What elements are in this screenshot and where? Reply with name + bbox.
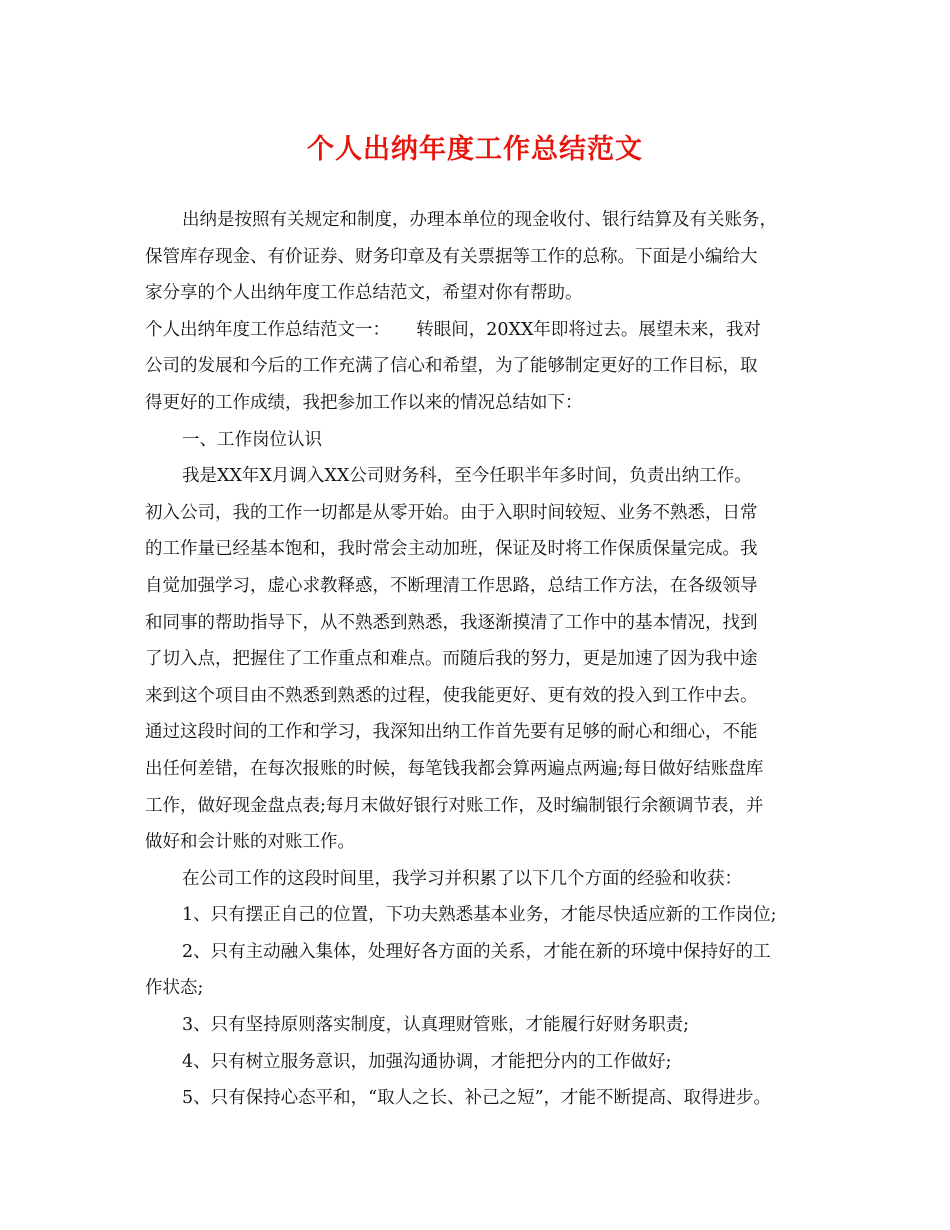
list-item: 3、只有坚持原则落实制度，认真理财管账，才能履行好财务职责; — [182, 1015, 690, 1036]
text-line: 个人出纳年度工作总结范文一： 转眼间，20XX年即将过去。展望未来，我对 — [145, 319, 761, 340]
text-line: 保管库存现金、有价证券、财务印章及有关票据等工作的总称。下面是小编给大 — [145, 246, 758, 267]
text-line: 和同事的帮助指导下，从不熟悉到熟悉，我逐渐摸清了工作中的基本情况，找到 — [145, 612, 758, 633]
text-line: 作状态; — [145, 978, 204, 999]
text-line: 出纳是按照有关规定和制度，办理本单位的现金收付、银行结算及有关账务， — [182, 210, 777, 230]
document-title: 个人出纳年度工作总结范文 — [307, 134, 643, 165]
section-heading: 一、工作岗位认识 — [182, 429, 322, 450]
text-line: 的工作量已经基本饱和，我时常会主动加班，保证及时将工作保质保量完成。我 — [145, 539, 758, 560]
text-line: 来到这个项目由不熟悉到熟悉的过程，使我能更好、更有效的投入到工作中去。 — [145, 685, 758, 706]
list-item: 5、只有保持心态平和，“取人之长、补己之短”，才能不断提高、取得进步。 — [182, 1088, 772, 1109]
list-item: 2、只有主动融入集体，处理好各方面的关系，才能在新的环境中保持好的工 — [182, 941, 771, 962]
text-line: 家分享的个人出纳年度工作总结范文，希望对你有帮助。 — [145, 283, 583, 304]
text-line: 做好和会计账的对账工作。 — [145, 832, 355, 853]
list-item: 1、只有摆正自己的位置，下功夫熟悉基本业务，才能尽快适应新的工作岗位; — [182, 905, 777, 926]
text-line: 工作，做好现金盘点表;每月末做好银行对账工作，及时编制银行余额调节表，并 — [145, 795, 764, 816]
text-line: 自觉加强学习，虚心求教释惑，不断理清工作思路，总结工作方法，在各级领导 — [145, 575, 758, 596]
list-item: 4、只有树立服务意识，加强沟通协调，才能把分内的工作做好; — [182, 1051, 672, 1072]
text-line: 出任何差错，在每次报账的时候，每笔钱我都会算两遍点两遍;每日做好结账盘库 — [145, 758, 764, 779]
text-line: 得更好的工作成绩，我把参加工作以来的情况总结如下： — [145, 392, 583, 413]
text-line: 在公司工作的这段时间里，我学习并积累了以下几个方面的经验和收获： — [182, 868, 742, 889]
text-line: 公司的发展和今后的工作充满了信心和希望，为了能够制定更好的工作目标，取 — [145, 356, 758, 377]
text-line: 了切入点，把握住了工作重点和难点。而随后我的努力，更是加速了因为我中途 — [145, 649, 758, 670]
document-body — [145, 202, 815, 1117]
text-line: 初入公司，我的工作一切都是从零开始。由于入职时间较短、业务不熟悉，日常 — [145, 502, 758, 523]
text-line: 我是XX年X月调入XX公司财务科，至今任职半年多时间，负责出纳工作。 — [182, 466, 752, 487]
text-line: 通过这段时间的工作和学习，我深知出纳工作首先要有足够的耐心和细心，不能 — [145, 722, 758, 743]
